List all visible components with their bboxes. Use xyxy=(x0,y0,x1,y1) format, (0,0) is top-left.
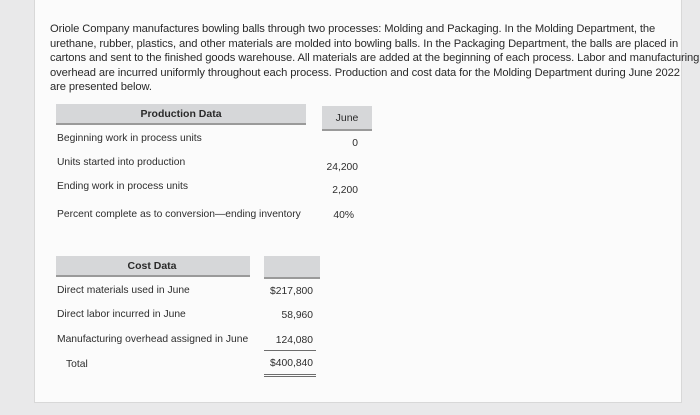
cost-row-label: Direct labor incurred in June xyxy=(57,309,186,320)
description-line: urethane, rubber, plastics, and other materials are molded into bowling balls. In the Packaging Department, the balls are placed in xyxy=(50,37,679,50)
production-row-value: 40% xyxy=(333,210,354,221)
production-row-value: 0 xyxy=(352,138,358,149)
description-line: cartons and sent to the finished goods warehouse. All materials are added at the beginning of each process. Labor and manufacturing xyxy=(50,52,700,65)
description-line: overhead are incurred uniformly throughout each process. Production and cost data for the Molding Department during June 2022 xyxy=(50,66,680,79)
description-line: are presented below. xyxy=(50,81,152,94)
production-row-value: 24,200 xyxy=(326,162,358,173)
total-double-underline xyxy=(264,374,316,375)
production-data-title: Production Data xyxy=(140,108,222,120)
cost-total-value: $400,840 xyxy=(270,358,313,369)
cost-row-value: 58,960 xyxy=(281,310,313,321)
june-label: June xyxy=(335,112,359,124)
cost-data-title: Cost Data xyxy=(127,260,177,272)
production-row-label: Percent complete as to conversion—ending inventory xyxy=(57,209,301,220)
production-row-label: Ending work in process units xyxy=(57,181,189,192)
production-row-label: Beginning work in process units xyxy=(57,133,202,144)
production-row-value: 2,200 xyxy=(332,185,358,196)
cost-value-column-header xyxy=(264,256,320,279)
cost-total-label: Total xyxy=(66,359,88,370)
total-double-underline xyxy=(264,376,316,377)
june-column-header xyxy=(322,106,372,131)
subtotal-underline xyxy=(264,350,316,351)
cost-data-header xyxy=(56,256,250,277)
cost-row-label: Direct materials used in June xyxy=(57,285,190,296)
cost-row-value: 124,080 xyxy=(275,335,313,346)
cost-row-label: Manufacturing overhead assigned in June xyxy=(57,334,249,345)
production-row-label: Units started into production xyxy=(57,157,186,168)
problem-description xyxy=(50,22,700,95)
production-data-header xyxy=(56,104,306,125)
description-line: Oriole Company manufactures bowling balls through two processes: Molding and Packaging. In the Molding Department, the xyxy=(50,23,656,35)
cost-row-value: $217,800 xyxy=(270,286,313,297)
